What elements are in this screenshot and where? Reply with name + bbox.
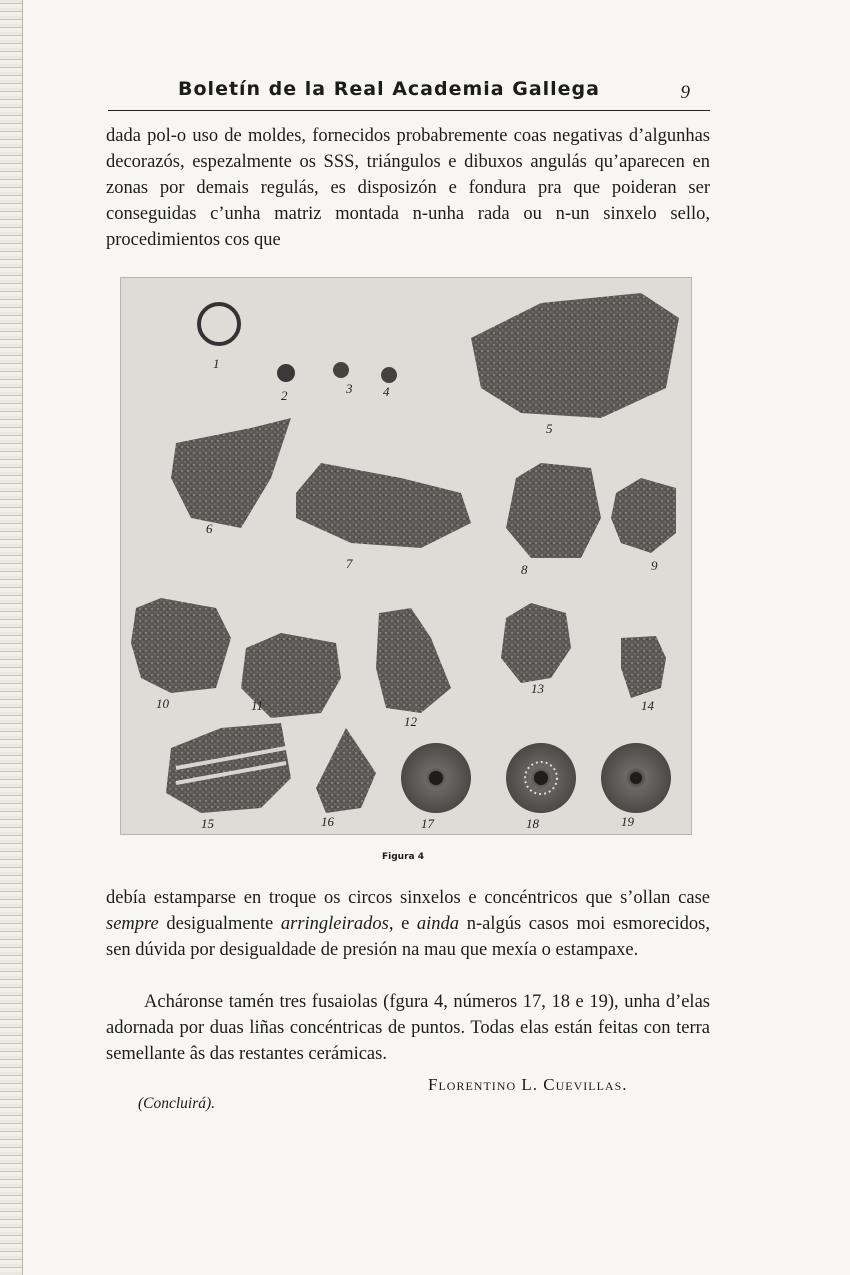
fig-label-9: 9 — [651, 558, 658, 573]
figure-caption: Figura 4 — [382, 852, 424, 862]
fig-label-15: 15 — [201, 816, 214, 831]
fig-label-10: 10 — [156, 696, 169, 711]
fragment-10 — [131, 598, 231, 693]
figure-4-photograph — [120, 277, 692, 835]
paragraph-1: dada pol-o uso de moldes, fornecidos probabremente coas negativas d’algunhas decorazós, espezalmente os SSS, triángulos e dibuxos angulás qu’aparecen en zonas por demais regulás, es disposizón e fondura pra que poideran ser conseguidas c’unha matriz montada n-unha rada ou n-un sinxelo sello, procedimientos cos que — [106, 126, 710, 250]
p2-text-e: , e — [388, 914, 417, 934]
fig-label-19: 19 — [621, 814, 634, 829]
journal-title: Boletín de la Real Academia Gallega — [178, 78, 600, 100]
fragment-8 — [506, 463, 601, 558]
pottery-fragments-illustration — [121, 278, 691, 834]
fig-label-7: 7 — [346, 556, 353, 571]
fig-label-4: 4 — [383, 384, 390, 399]
fragment-3 — [333, 362, 349, 378]
page-number: 9 — [680, 82, 690, 103]
paragraph-3: Acháronse tamén tres fusaiolas (fgura 4, números 17, 18 e 19), unha d’elas adornada por duas liñas concéntricas de puntos. Todas elas están feitas con terra semellante âs das restantes cerámicas. — [106, 992, 710, 1064]
p2-italic-ainda: ainda — [416, 914, 460, 934]
p2-text-a: debía estamparse en troque os circos sinxelos e concéntricos que s’ollan case — [106, 888, 710, 908]
fig-label-12: 12 — [404, 714, 417, 729]
fragment-2 — [277, 364, 295, 382]
fig-label-8: 8 — [521, 562, 528, 577]
fig-label-2: 2 — [281, 388, 288, 403]
fig-label-11: 11 — [251, 698, 264, 713]
p2-text-g: n-algús casos moi esmorecidos, sen dúvida por desigualdade de presión na mau que mexía o estampaxe. — [106, 914, 710, 960]
p2-italic-sempre: sempre — [106, 914, 159, 934]
p2-italic-arringleirados: arringleirados — [280, 914, 389, 934]
fig-label-16: 16 — [321, 814, 334, 829]
fig-label-14: 14 — [641, 698, 654, 713]
fig-label-5: 5 — [546, 421, 553, 436]
fig-label-13: 13 — [531, 681, 544, 696]
p2-text-c: desigualmente — [158, 914, 281, 934]
paragraph-2 — [106, 885, 710, 989]
running-header — [108, 76, 710, 111]
to-be-continued-note: (Concluirá). — [138, 1095, 216, 1112]
fragment-4 — [381, 367, 397, 383]
fig-label-3: 3 — [346, 381, 353, 396]
fig-label-18: 18 — [526, 816, 539, 831]
author-signature: Florentino L. Cuevillas. — [428, 1075, 628, 1094]
fig-label-17: 17 — [421, 816, 434, 831]
fig-label-1: 1 — [213, 356, 220, 371]
book-binding-edge — [0, 0, 23, 1275]
fig-label-6: 6 — [206, 521, 213, 536]
